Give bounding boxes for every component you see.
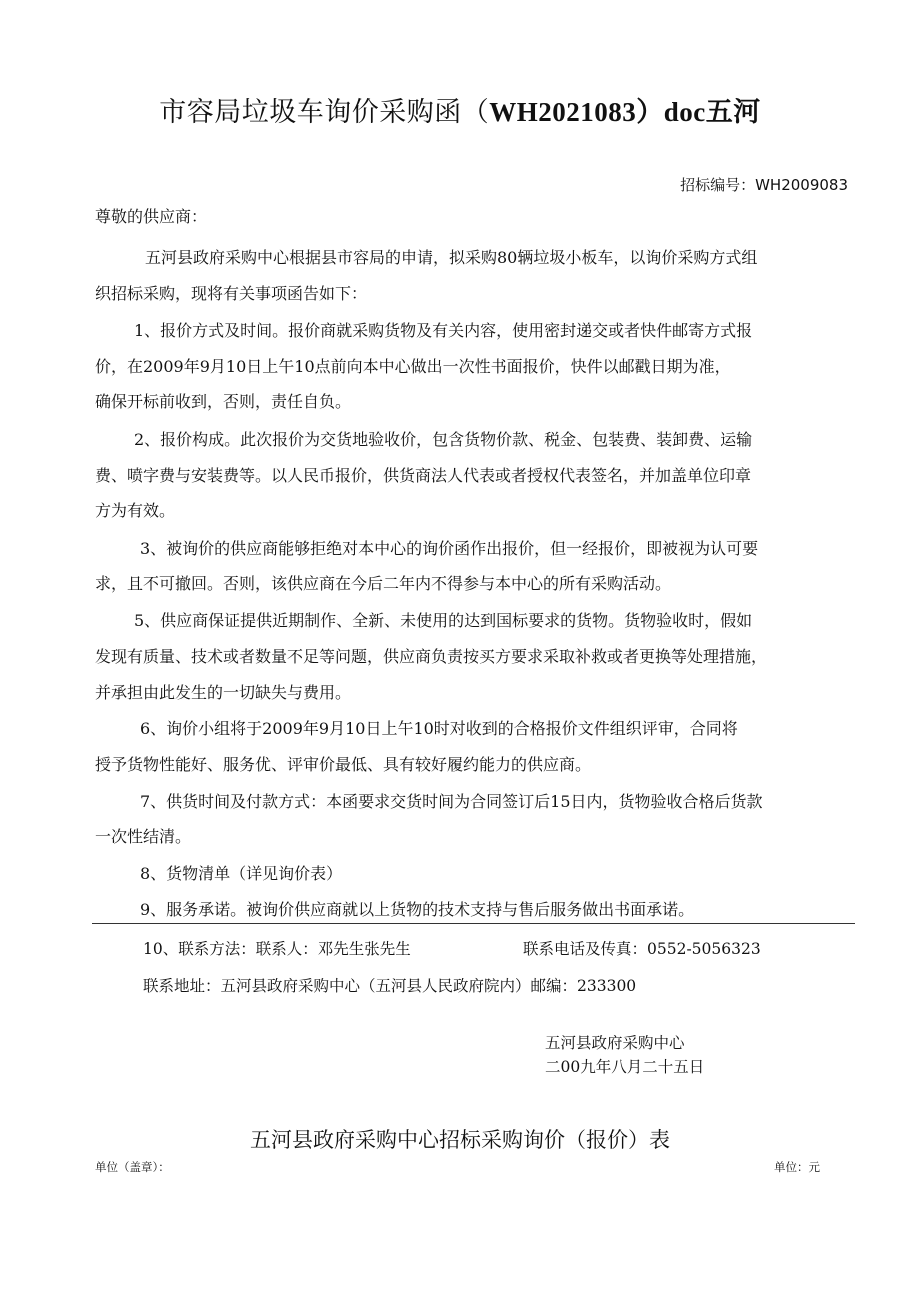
body-line: 5、供应商保证提供近期制作、全新、未使用的达到国标要求的货物。货物验收时，假如 [134,611,753,630]
divider-rule [92,923,855,924]
body-line: 6、询价小组将于2009年9月10日上午10时对收到的合格报价文件组织评审，合同将 [140,719,738,738]
body-line: 一次性结清。 [95,827,192,846]
body-line: 求，且不可撤回。否则，该供应商在今后二年内不得参与本中心的所有采购活动。 [95,574,672,593]
body-line: 价，在2009年9月10日上午10点前向本中心做出一次性书面报价，快件以邮戳日期为准， [95,357,731,376]
body-line: 发现有质量、技术或者数量不足等问题，供应商负责按买方要求采取补救或者更换等处理措施， [95,647,768,666]
body-line: 7、供货时间及付款方式：本函要求交货时间为合同签订后15日内，货物验收合格后货款 [140,792,763,811]
body-line: 五河县政府采购中心根据县市容局的申请，拟采购80辆垃圾小板车，以询价采购方式组 [145,248,758,267]
unit-stamp-label: 单位（盖章）： [95,1160,170,1174]
contact-person: 10、联系方法：联系人：邓先生张先生 [143,940,411,958]
signature-org: 五河县政府采购中心 [545,1034,685,1052]
body-line: 织招标采购，现将有关事项函告如下： [95,284,368,303]
body-line: 方为有效。 [95,501,176,520]
body-line: 并承担由此发生的一切缺失与费用。 [95,683,352,702]
unit-currency-label: 单位：元 [774,1160,820,1174]
title-suffix: ）doc五河 [636,97,761,127]
contact-phone: 联系电话及传真：0552-5056323 [523,940,761,958]
table-title: 五河县政府采购中心招标采购询价（报价）表 [250,1128,670,1152]
body-line: 9、服务承诺。被询价供应商就以上货物的技术支持与售后服务做出书面承诺。 [140,900,695,919]
salutation: 尊敬的供应商： [95,207,208,226]
document-title [0,90,920,129]
contact-address: 联系地址：五河县政府采购中心（五河县人民政府院内）邮编：233300 [143,977,637,995]
title-prefix: 市容局垃圾车询价采购函（ [159,97,490,128]
body-line: 确保开标前收到，否则，责任自负。 [95,392,352,411]
bid-number: 招标编号：WH2009083 [680,176,848,194]
body-line: 2、报价构成。此次报价为交货地验收价，包含货物价款、税金、包装费、装卸费、运输 [134,430,753,449]
signature-date: 二00九年八月二十五日 [545,1058,705,1076]
body-line: 授予货物性能好、服务优、评审价最低、具有较好履约能力的供应商。 [95,755,592,774]
title-code: WH2021083 [489,97,637,127]
body-line: 3、被询价的供应商能够拒绝对本中心的询价函作出报价，但一经报价，即被视为认可要 [140,539,759,558]
body-line: 费、喷字费与安装费等。以人民币报价，供货商法人代表或者授权代表签名，并加盖单位印章 [95,466,752,485]
body-line: 8、货物清单（详见询价表） [140,864,343,883]
body-line: 1、报价方式及时间。报价商就采购货物及有关内容，使用密封递交或者快件邮寄方式报 [134,321,753,340]
